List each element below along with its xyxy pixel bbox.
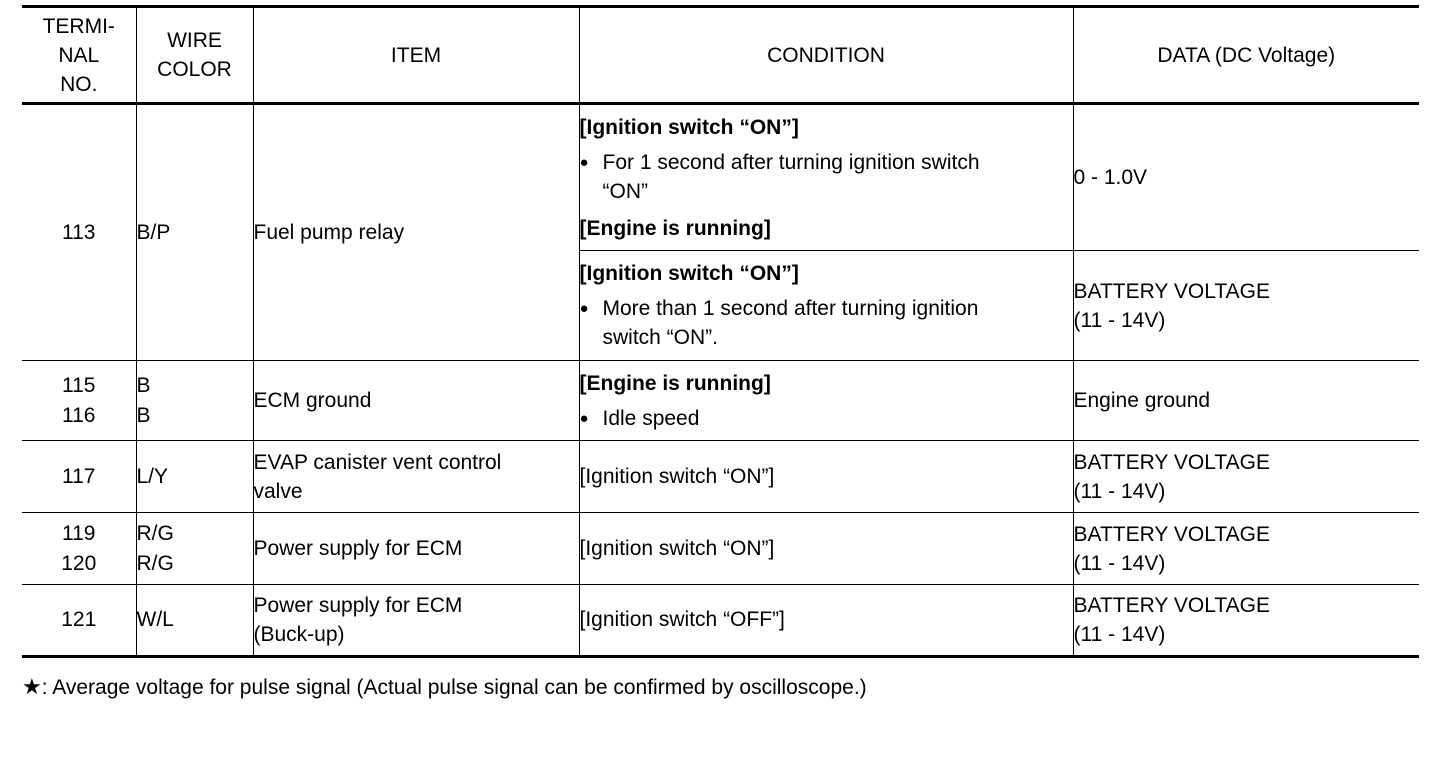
condition-bullet <box>580 148 1073 206</box>
table-row <box>22 441 1419 513</box>
terminal-cell: 121 <box>22 585 136 657</box>
data-cell: 0 - 1.0V <box>1073 104 1419 251</box>
terminal-line-1: 119 <box>62 521 96 545</box>
item-cell: Fuel pump relay <box>253 104 579 361</box>
item-cell: ECM ground <box>253 361 579 441</box>
data-line-2: (11 - 14V) <box>1073 623 1166 646</box>
star-icon: ★ <box>22 674 42 699</box>
header-wire-line-2: COLOR <box>157 58 232 81</box>
header-wire-line-1: WIRE <box>167 29 222 52</box>
item-cell: Power supply for ECM <box>253 513 579 585</box>
bullet-dot-icon: ● <box>579 300 589 317</box>
terminal-cell <box>22 361 136 441</box>
condition-bullet <box>580 404 1073 433</box>
header-terminal-line-1: TERMI- <box>42 14 115 38</box>
header-condition: CONDITION <box>579 7 1073 104</box>
data-line-1: BATTERY VOLTAGE <box>1073 279 1270 303</box>
condition-title: [Engine is running] <box>579 371 771 395</box>
condition-title: [Engine is running] <box>579 216 771 240</box>
condition-bullet-text: Idle speed <box>602 406 700 430</box>
wire-line-2: B <box>136 403 151 427</box>
header-wire-color <box>136 7 253 104</box>
condition-cell <box>579 361 1073 441</box>
data-cell: Engine ground <box>1073 361 1419 441</box>
condition-bullet-text <box>603 148 980 206</box>
terminal-line-2: 116 <box>62 403 96 427</box>
header-terminal-line-2: NAL <box>58 43 100 67</box>
data-line-1: BATTERY VOLTAGE <box>1073 594 1270 617</box>
item-line-2: valve <box>253 479 303 503</box>
condition-title: [Ignition switch “OFF”] <box>579 585 1073 657</box>
header-terminal-no <box>22 7 136 104</box>
item-line-1: Power supply for ECM <box>253 594 463 617</box>
data-line-2: (11 - 14V) <box>1073 479 1166 503</box>
condition-title: [Ignition switch “ON”] <box>579 115 799 139</box>
terminal-cell: 117 <box>22 441 136 513</box>
wire-color-cell: B/P <box>136 104 253 361</box>
condition-cell <box>579 104 1073 251</box>
terminal-line-2: 120 <box>61 551 97 575</box>
wire-line-1: B <box>136 373 151 397</box>
table-row <box>22 513 1419 585</box>
terminal-cell <box>22 513 136 585</box>
terminal-line-1: 115 <box>62 373 96 397</box>
data-cell <box>1073 251 1419 361</box>
wire-color-cell <box>136 361 253 441</box>
condition-title: [Ignition switch “ON”] <box>579 262 799 285</box>
terminal-data-table <box>22 5 1419 658</box>
data-cell <box>1073 585 1419 657</box>
data-cell <box>1073 441 1419 513</box>
bullet-dot-icon: ● <box>579 153 589 171</box>
wire-line-2: R/G <box>136 551 174 575</box>
condition-title: [Ignition switch “ON”] <box>579 441 1073 513</box>
item-cell <box>253 585 579 657</box>
terminal-cell: 113 <box>22 104 136 361</box>
header-data: DATA (DC Voltage) <box>1073 7 1419 104</box>
condition-bullet <box>580 294 1073 352</box>
condition-bullet-text <box>603 294 979 352</box>
condition-bullet-line-1: For 1 second after turning ignition switch <box>602 150 980 174</box>
condition-bullet-line-2: switch “ON”. <box>602 326 718 349</box>
wire-color-cell: W/L <box>136 585 253 657</box>
wire-color-cell: L/Y <box>136 441 253 513</box>
header-terminal-line-3: NO. <box>60 72 98 96</box>
condition-bullet-line-2: “ON” <box>602 179 648 203</box>
table-row <box>22 585 1419 657</box>
table-row <box>22 361 1419 441</box>
header-item: ITEM <box>253 7 579 104</box>
footnote-text: : Average voltage for pulse signal (Actual pulse signal can be confirmed by oscilloscope.) <box>41 676 867 699</box>
condition-bullet-line-1: More than 1 second after turning ignition <box>602 297 979 320</box>
wire-color-cell <box>136 513 253 585</box>
item-cell <box>253 441 579 513</box>
condition-title: [Ignition switch “ON”] <box>579 513 1073 585</box>
item-line-1: EVAP canister vent control <box>253 450 502 474</box>
bullet-dot-icon: ● <box>579 409 589 427</box>
table-row <box>22 104 1419 251</box>
data-line-1: BATTERY VOLTAGE <box>1073 450 1270 474</box>
data-line-2: (11 - 14V) <box>1073 551 1166 575</box>
item-line-2: (Buck-up) <box>253 623 345 646</box>
data-line-2: (11 - 14V) <box>1073 308 1166 332</box>
data-cell <box>1073 513 1419 585</box>
wire-line-1: R/G <box>136 521 174 545</box>
condition-cell <box>579 251 1073 361</box>
data-line-1: BATTERY VOLTAGE <box>1073 522 1270 546</box>
footnote <box>22 674 867 701</box>
